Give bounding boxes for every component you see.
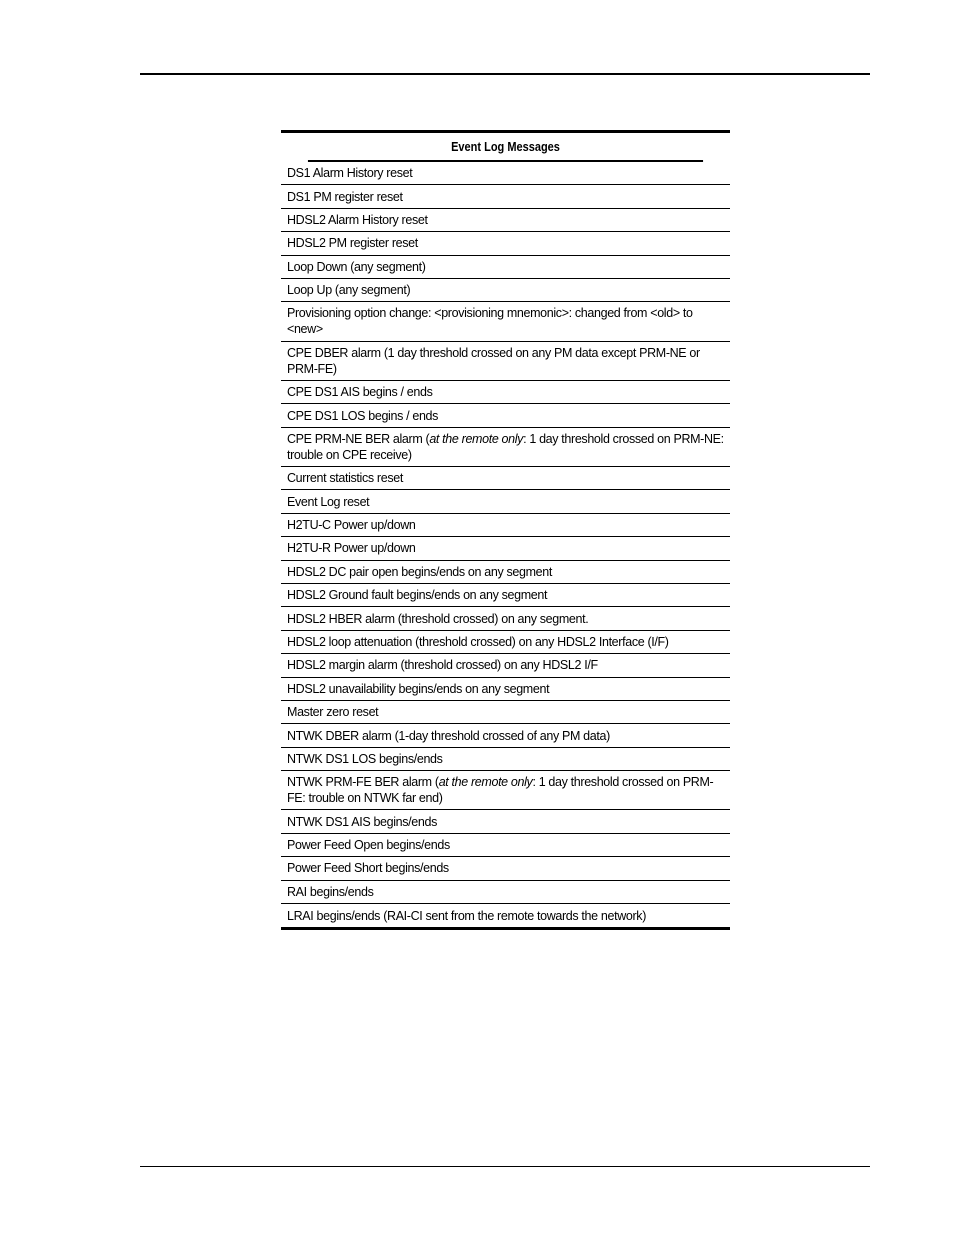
event-message [287,837,724,853]
event-message-text: HDSL2 Alarm History reset [287,212,428,227]
event-message-emphasis: at the remote only [438,775,533,790]
event-message-text: Provisioning option change: <provisioning mnemonic>: changed from <old> to <new> [287,306,693,337]
event-message [287,470,724,486]
event-message [287,587,724,603]
table-row [281,428,730,467]
event-message [287,540,724,556]
event-message [287,704,724,720]
event-message-text: HDSL2 HBER alarm (threshold crossed) on any segment. [287,611,589,626]
event-message-text: Loop Up (any segment) [287,283,411,298]
event-message [287,860,724,876]
event-message-text: NTWK PRM-FE BER alarm ( [287,775,439,790]
table-row [281,490,730,513]
event-message [287,345,724,377]
event-message [287,751,724,767]
table-row [281,232,730,255]
table-row [281,654,730,677]
table-row [281,561,730,584]
table-row [281,584,730,607]
table-row [281,678,730,701]
table-row [281,279,730,302]
event-message [287,681,724,697]
table-row [281,162,730,185]
event-message-text: DS1 PM register reset [287,189,403,204]
event-message [287,611,724,627]
table-row [281,404,730,427]
table-row [281,857,730,880]
event-message-text: HDSL2 Ground fault begins/ends on any segment [287,588,548,603]
event-message [287,165,724,181]
event-message [287,384,724,400]
table-row [281,771,730,810]
event-message-text: CPE DBER alarm (1 day threshold crossed on any PM data except PRM-NE or PRM-FE) [287,345,700,376]
table-row [281,631,730,654]
event-message [287,517,724,533]
event-message-text: NTWK DS1 AIS begins/ends [287,814,438,829]
event-message-text: Power Feed Open begins/ends [287,837,450,852]
event-message-text: DS1 Alarm History reset [287,166,413,181]
event-message-text: HDSL2 loop attenuation (threshold crossed) on any HDSL2 Interface (I/F) [287,634,669,649]
footer-rule [140,1166,870,1167]
event-message [287,305,724,337]
event-message [287,259,724,275]
event-message-emphasis: at the remote only [429,431,524,446]
table-row [281,701,730,724]
table-row [281,302,730,341]
event-message [287,494,724,510]
event-message [287,774,724,806]
event-message-text: LRAI begins/ends (RAI-CI sent from the remote towards the network) [287,908,647,923]
event-message [287,282,724,298]
table-row [281,185,730,208]
event-message-text: Master zero reset [287,705,379,720]
event-message [287,189,724,205]
event-message-text: H2TU-R Power up/down [287,541,416,556]
table-row [281,724,730,747]
event-message-text: Power Feed Short begins/ends [287,861,449,876]
event-message [287,235,724,251]
event-message [287,408,724,424]
event-message-text: Loop Down (any segment) [287,259,426,274]
event-message [287,564,724,580]
event-message-text-cont: : 1 day threshold crossed on PRM-NE: trouble on CPE receive) [287,431,724,462]
header-rule [140,73,870,75]
event-message-text-cont: : 1 day threshold crossed on PRM-FE: trouble on NTWK far end) [287,775,714,806]
event-message [287,657,724,673]
event-message-text: HDSL2 margin alarm (threshold crossed) on any HDSL2 I/F [287,658,598,673]
event-message [287,908,724,924]
table-row [281,748,730,771]
table-row [281,381,730,404]
event-message-text: CPE DS1 AIS begins / ends [287,385,433,400]
event-log-messages-table [281,130,730,930]
event-message [287,634,724,650]
table-row [281,342,730,381]
event-message-text: NTWK DS1 LOS begins/ends [287,751,443,766]
event-message [287,212,724,228]
table-row [281,537,730,560]
event-message [287,728,724,744]
event-message-text: HDSL2 DC pair open begins/ends on any segment [287,564,552,579]
table-row [281,607,730,630]
table-row [281,467,730,490]
table-title: Event Log Messages [451,139,560,154]
event-message [287,884,724,900]
table-row [281,514,730,537]
event-message-text: CPE DS1 LOS begins / ends [287,408,439,423]
event-message-text: Event Log reset [287,494,370,509]
event-message-text: HDSL2 PM register reset [287,236,418,251]
table-body [281,162,730,927]
table-header [308,133,703,162]
table-row [281,256,730,279]
event-message-text: NTWK DBER alarm (1-day threshold crossed of any PM data) [287,728,610,743]
table-row [281,834,730,857]
event-message [287,814,724,830]
table-row [281,904,730,927]
table-row [281,881,730,904]
event-message [287,431,724,463]
event-message-text: CPE PRM-NE BER alarm ( [287,431,430,446]
event-message-text: Current statistics reset [287,471,403,486]
table-row [281,810,730,833]
event-message-text: H2TU-C Power up/down [287,517,416,532]
table-row [281,209,730,232]
event-message-text: RAI begins/ends [287,884,374,899]
event-message-text: HDSL2 unavailability begins/ends on any segment [287,681,550,696]
